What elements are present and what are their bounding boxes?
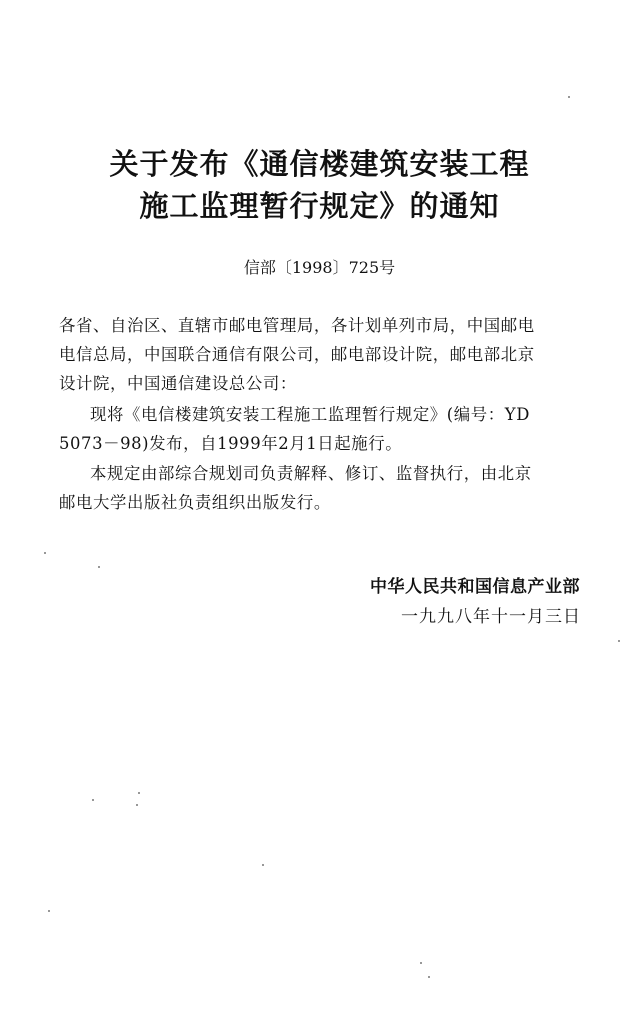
scan-speck <box>568 96 570 98</box>
title-line-1: 关于发布《通信楼建筑安装工程 <box>109 147 530 181</box>
paragraph-2-line-1: 本规定由部综合规划司负责解释、修订、监督执行，由北京 <box>90 464 532 483</box>
scan-speck <box>98 566 100 568</box>
addressee-line-3: 设计院，中国通信建设总公司： <box>59 374 297 393</box>
scan-speck <box>428 976 430 978</box>
scan-speck <box>136 804 138 806</box>
document-number: 信部〔1998〕725号 <box>243 258 396 277</box>
scan-speck <box>138 792 140 794</box>
scan-speck <box>618 640 620 642</box>
paragraph-1-line-2: 5073－98)发布，自1999年2月1日起施行。 <box>59 434 403 453</box>
issuer-signature: 中华人民共和国信息产业部 <box>370 577 580 597</box>
scan-speck <box>420 962 422 964</box>
scan-speck <box>44 552 46 554</box>
scan-speck <box>48 910 50 912</box>
addressee-line-1: 各省、自治区、直辖市邮电管理局，各计划单列市局，中国邮电 <box>59 316 535 335</box>
addressee-line-2: 电信总局，中国联合通信有限公司，邮电部设计院，邮电部北京 <box>59 345 535 364</box>
paragraph-1-line-1: 现将《电信楼建筑安装工程施工监理暂行规定》(编号：YD <box>90 405 530 424</box>
paragraph-2-line-2: 邮电大学出版社负责组织出版发行。 <box>59 493 331 512</box>
scan-speck <box>262 864 264 866</box>
scan-speck <box>92 799 94 801</box>
title-line-2: 施工监理暂行规定》的通知 <box>139 189 500 223</box>
issue-date: 一九九八年十一月三日 <box>401 607 581 627</box>
